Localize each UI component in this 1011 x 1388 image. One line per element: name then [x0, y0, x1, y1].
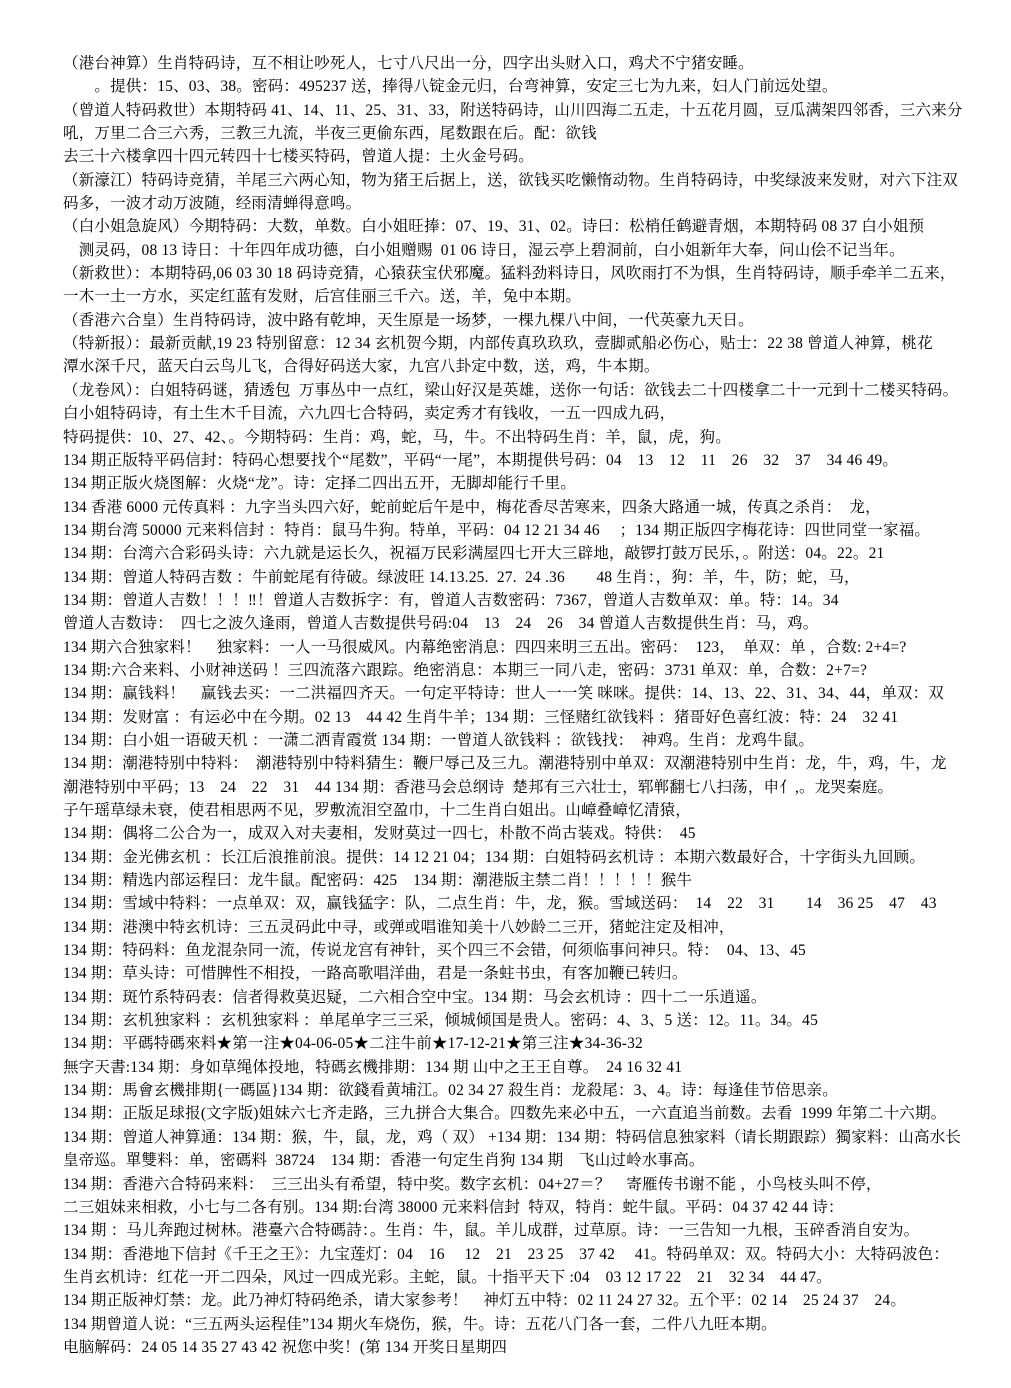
- text-line: 134 期：金光佛玄机 ：长江后浪推前浪。提供：14 12 21 04；134 期：白姐特码玄机诗 ：本期六数最好合，十字街头九回顾。: [63, 848, 926, 866]
- text-line: （香港六合皇）生肖特码诗，波中路有乾坤，天生原是一场梦，一棵九棵八中间，一代英豪九天日。: [63, 311, 754, 329]
- text-line: 134 期曾道人说：“三五两头运程佳”134 期火车烧伤，猴，牛。诗：五花八门各一套，二件八九旺本期。: [63, 1315, 777, 1333]
- text-line: 134 期：正版足球报(文字版)姐妹六七齐走路，三九拼合大集合。四数先来必中五，一六直追当前数。去看 1999 年第二十六期。: [63, 1105, 947, 1123]
- text-line: （港台神算）生肖特码诗，互不相让吵死人，七寸八尺出一分，四字出头财入口，鸡犬不宁猪安睡。: [63, 55, 754, 72]
- text-line: 134 期：潮港特别中特料： 潮港特别中特料猜生：鞭尸辱己及三九。潮港特别中单双：双潮港特别中生肖：龙，牛，鸡，牛，龙: [63, 755, 947, 773]
- text-line: （特新报）：最新贡献,19 23 特别留意：12 34 玄机贺今期，内部传真玖玖玖，壹脚贰船必伤心，贴士：22 38 曾道人神算，桃花: [63, 335, 933, 353]
- text-line: 134 期 ：马儿奔跑过树林。港臺六合特碼詩：。生肖：牛，鼠。羊儿成群，过草原。诗：一三告知一九根，玉碎香消自安为。: [63, 1222, 920, 1240]
- text-line: 134 期:六合来料、小财神送码 ！三四流落六跟踪。绝密消息：本期三一同八走，密码：3731 单双：单，合数：2+7=?: [63, 661, 868, 679]
- text-line: 134 期：玄机独家料 ：玄机独家料 ：单尾单字三三采，倾城倾国是贵人。密码：4、3、5 送：12。11。34。45: [63, 1012, 819, 1030]
- text-line: （新救世）：本期特码,06 03 30 18 码诗竞猜，心猿获宝伏邪魔。猛料劲料诗日，风吹雨打不为惧，生肖特码诗，顺手牵羊二五来，: [63, 265, 956, 283]
- text-line: 曾道人吉数诗： 四七之波久逢雨，曾道人吉数提供号码:04 13 24 26 34 曾道人吉数提供生肖：马，鸡。: [63, 615, 819, 633]
- text-line: 134 期：香港六合特码来料： 三三出头有希望，特中奖。数字玄机：04+27＝？ 寄雁传书谢不能 ，小鸟枝头叫不停，: [63, 1175, 882, 1193]
- text-line: 134 期正版神灯禁：龙。此乃神灯特码绝杀，请大家参考！ 神灯五中特：02 11 24 27 32。五个平：02 14 25 24 37 24。: [63, 1292, 907, 1310]
- text-line: 134 期：草头诗：可惜脾性不相投，一路高歌唱洋曲，君是一条蛀书虫，有客加鞭已转归。: [63, 965, 688, 983]
- text-line: 码多，一波才动万波随，经雨清蝉得意鸣。: [63, 195, 362, 213]
- text-line: 一木一土一方水，买定红蓝有发财，后宫佳丽三千六。送，羊，兔中本期。: [63, 288, 582, 306]
- text-line: 134 期正版火烧图解：火烧“龙”。诗：定择二四出五开，无脚却能行千里。: [63, 475, 577, 493]
- text-line: 134 期：精选内部运程曰：龙牛鼠。配密码：425 134 期：潮港版主禁二肖！！！！！猴牛: [63, 872, 693, 890]
- text-line: 吼，万里二合三六秀，三教三九流，半夜三更偷东西，尾数跟在后。配：欲钱: [63, 125, 597, 143]
- text-line: 皇帝巡。單雙料：单，密碼料 38724 134 期：香港一句定生肖狗 134 期 飞山过岭水事高。: [63, 1152, 705, 1170]
- text-line: 134 期：雪域中特料：一点单双：双，赢钱猛字：队，二点生肖：牛，龙，猴。雪域送码： 14 22 31 14 36 25 47 43: [63, 895, 937, 913]
- text-line: 134 香港 6000 元传真料 ：九字当头四六好，蛇前蛇后午是中，梅花香尽苦寒来，四条大路通一城，传真之杀肖： 龙，: [63, 498, 881, 516]
- text-line: 134 期：特码料：鱼龙混杂同一流，传说龙宫有神针，买个四三不会错，何须临事问神只。特： 04、13、45: [63, 942, 806, 960]
- text-line: 二三姐妹来相救，小七与二各有别。134 期:台湾 38000 元来料信封 特双，特肖：蛇牛鼠。平码：04 37 42 44 诗：: [63, 1198, 844, 1216]
- text-line: 134 期：平碼特碼來料★第一注★04-06-05★二注牛前★17-12-21★第三注★34-36-32: [63, 1035, 643, 1053]
- text-line: 134 期：赢钱料！ 赢钱去买：一二洪福四齐天。一句定平特诗：世人一一笑 咪咪。提供：14、13、22、31、34、44，单双：双: [63, 685, 945, 703]
- text-line: 134 期正版特平码信封：特码心想要找个“尾数”，平码“一尾”，本期提供号码：04 13 12 11 26 32 37 34 46 49。: [63, 451, 899, 469]
- text-line: 测灵码，08 13 诗日：十年四年成功德，白小姐赠赐 01 06 诗日，湿云亭上碧洞前，白小姐新年大奉，问山侩不记当年。: [63, 241, 905, 259]
- text-line: 。提供：15、03、38。密码：495237 送，捧得八锭金元归，台弯神算，安定三七为九来，妇人门前远处望。: [63, 78, 838, 96]
- text-line: 潭水深千尺，蓝天白云鸟儿飞，合得好码送大家，九宫八卦定中数，送，鸡，牛本期。: [63, 358, 660, 376]
- text-line: 特码提供：10、27、42、。今期特码：生肖：鸡，蛇，马，牛。不出特码生肖：羊，鼠，虎，狗。: [63, 428, 731, 446]
- text-line: 無字天書:134 期：身如草绳体投地，特碼玄機排期：134 期 山中之王王自尊。 24 16 32 41: [63, 1058, 683, 1076]
- text-line: 134 期六合独家料！ 独家料：一人一马很威风。内幕绝密消息：四四来明三五出。密码： 123， 单双：单 ，合数: 2+4=?: [63, 638, 907, 656]
- text-line: 134 期：馬會玄機排期{一碼區}134 期：欲錢看黄埔江。02 34 27 殺生肖：龙殺尾：3、4。诗：每逢佳节倍思亲。: [63, 1082, 838, 1100]
- text-line: 子午瑶草绿未衰，使君相思两不见，罗敷流泪空盈巾，十二生肖白姐出。山嶂叠嶂忆清猿，: [63, 802, 692, 819]
- text-line: 134 期：发财富 ：有运必中在今期。02 13 44 42 生肖牛羊；134 期：三怪赌红欲钱料 ：猪哥好色喜红波：特：24 32 41: [63, 708, 899, 726]
- text-line: 134 期：曾道人特码吉数 ：牛前蛇尾有待破。绿波旺 14.13.25. 27. 24 .36 48 生肖：，狗：羊，牛，防；蛇，马，: [63, 568, 860, 586]
- text-line: 134 期：香港地下信封《千王之王》：九宝莲灯：04 16 12 21 23 25 37 42 41。特码单双：双。特码大小：大特码波色：: [63, 1245, 950, 1263]
- text-line: 白小姐特码诗，有土生木千目流，六九四七合特码，卖定秀才有钱收，一五一四成九码，: [63, 405, 676, 423]
- text-line: 134 期：白小姐一语破天机 ：一潇二洒青霞赏 134 期：一曾道人欲钱料 ：欲钱找： 神鸡。生肖：龙鸡牛鼠。: [63, 731, 815, 749]
- text-line: （龙卷风）：白姐特码谜，猜透包 万事丛中一点红，梁山好汉是英雄，送你一句话：欲钱去二十四楼拿二十一元到十二楼买特码。: [63, 381, 959, 399]
- text-line: 电脑解码：24 05 14 35 27 43 42 祝您中奖！(第 134 开奖日星期四: [63, 1338, 508, 1356]
- text-line: 134 期：斑竹系特码表：信者得救莫迟疑，二六相合空中宝。134 期：马会玄机诗 ：四十二一乐逍遥。: [63, 988, 767, 1006]
- text-line: 134 期：港澳中特玄机诗：三五灵码此中寻，或弹或唱谁知美十八妙龄二三开，猪蛇注定及相冲，: [63, 918, 735, 936]
- text-line: 134 期：曾道人吉数！！！‼！曾道人吉数拆字：有，曾道人吉数密码：7367，曾道人吉数单双：单。特：14。34: [63, 591, 839, 609]
- text-line: 134 期：偶将二公合为一，成双入对夫妻相，发财莫过一四七，朴散不尚古装戏。特供： 45: [63, 825, 696, 843]
- text-line: 134 期：曾道人神算通：134 期：猴，牛，鼠，龙，鸡（ 双） +134 期：134 期：特码信息独家料（请长期跟踪）獨家料：山高水长: [63, 1128, 962, 1146]
- text-line: 134 期：台湾六合彩码头诗：六九就是运长久，祝福万民彩满屋四七开大三辟地，敲锣打鼓万民乐，。附送：04。22。21: [63, 545, 885, 563]
- text-line: （曾道人特码救世）本期特码 41、14、11、25、31、33，附送特码诗，山川四海二五走，十五花月圆，豆瓜满架四邻香，三六来分: [63, 101, 963, 119]
- text-line: 生肖玄机诗：红花一开二四朵，风过一四成光彩。主蛇，鼠。十指平天下 :04 03 12 17 22 21 32 34 44 47。: [63, 1268, 832, 1286]
- text-line: 去三十六楼拿四十四元转四十七楼买特码，曾道人提：土火金号码。: [63, 148, 535, 166]
- text-line: （白小姐急旋风）今期特码：大数，单数。白小姐旺捧：07、19、31、02。诗曰：松梢任鹤避青烟，本期特码 08 37 白小姐预: [63, 218, 925, 236]
- text-line: 134 期台湾 50000 元来料信封 ：特肖：鼠马牛狗。特单，平码：04 12 21 34 46 ；134 期正版四字梅花诗：四世同堂一家福。: [63, 521, 931, 539]
- document-text: [63, 52, 971, 1359]
- text-line: （新濠江）特码诗竞猜，羊尾三六两心知，物为猪王后据上，送，欲钱买吃懒惰动物。生肖特码诗，中奖绿波来发财，对六下注双: [63, 171, 958, 189]
- text-line: 潮港特别中平码；13 24 22 31 44 134 期：香港马会总纲诗 楚邦有三六壮士，郓郸翻七八扫荡，申亻,。龙哭秦庭。: [63, 778, 894, 796]
